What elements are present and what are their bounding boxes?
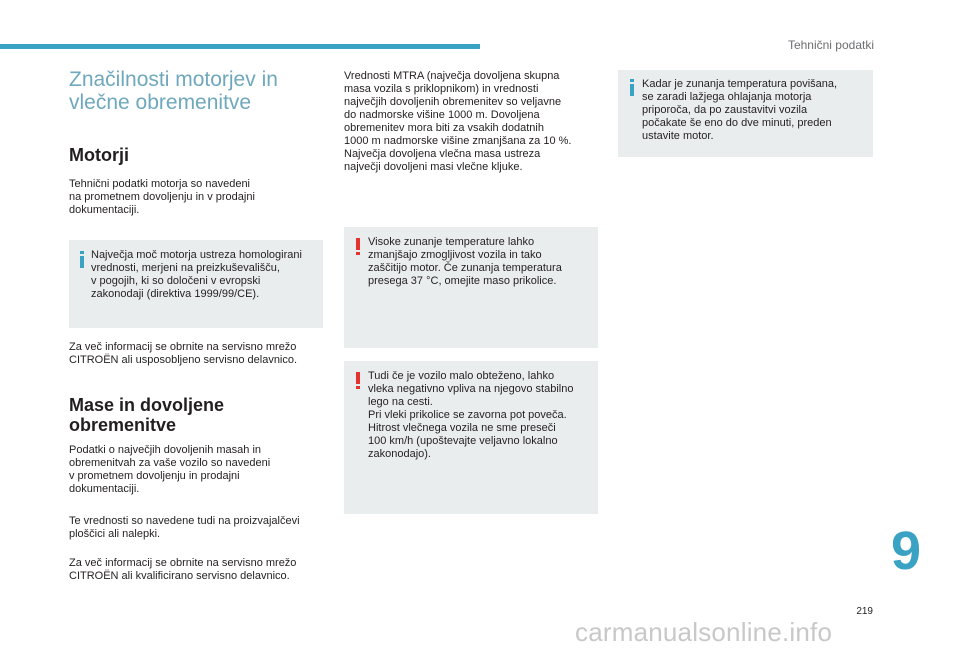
engines-paragraph: Tehnični podatki motorja so navedeni na prometnem dovoljenju in v prodajni dokumentaciji. <box>69 178 255 216</box>
chapter-title: Tehnični podatki <box>787 38 874 52</box>
header-accent-bar <box>0 44 480 49</box>
cooling-info-text: Kadar je zunanja temperatura povišana, se zaradi lažjega ohlajanja motorja priporoča, da po zaustavitvi vozila počakate še eno do dve minuti, preden ustavite motor. <box>642 78 838 142</box>
masses-paragraph-3: Za več informacij se obrnite na servisno mrežo CITROËN ali kvalificirano servisno delavnico. <box>69 557 297 582</box>
watermark: carmanualsonline.info <box>575 617 833 647</box>
masses-heading: Mase in dovoljene obremenitve <box>69 395 225 435</box>
stability-warning-text: Tudi če je vozilo malo obteženo, lahko vleka negativno vpliva na njegovo stabilno lego na cesti. Pri vleki prikolice se zavorna pot poveča. Hitrost vlečnega vozila ne sme preseči 100 km/h (upoštevajte veljavno lokalno zakonodajo). <box>368 370 574 460</box>
engine-power-info-box <box>69 240 323 328</box>
engines-heading: Motorji <box>69 145 129 165</box>
mtra-paragraph: Vrednosti MTRA (največja dovoljena skupna masa vozila s priklopnikom) in vrednosti največjih dovoljenih obremenitev so veljavne do nadmorske višine 1000 m. Dovoljena obremenitev mora biti za vsakih dodatnih 1000 m nadmorske višine zmanjšana za 10 %. Največja dovoljena vlečna masa ustreza največji dovoljeni masi vlečne kljuke. <box>344 70 572 173</box>
chapter-number: 9 <box>891 521 922 581</box>
stability-warning-box <box>344 361 598 514</box>
masses-paragraph-1: Podatki o največjih dovoljenih masah in obremenitvah za vaše vozilo so navedeni v prometnem dovoljenju in prodajni dokumentaciji. <box>69 444 271 495</box>
engines-service-paragraph: Za več informacij se obrnite na servisno mrežo CITROËN ali usposobljeno servisno delavnico. <box>69 341 298 366</box>
temperature-warning-text: Visoke zunanje temperature lahko zmanjšajo zmogljivost vozila in tako zaščitijo motor. Če zunanja temperatura presega 37 °C, omejite maso prikolice. <box>368 236 562 287</box>
cooling-info-box <box>618 70 873 157</box>
section-title: Značilnosti motorjev in vlečne obremenitve <box>69 68 278 114</box>
masses-paragraph-2: Te vrednosti so navedene tudi na proizvajalčevi ploščici ali nalepki. <box>69 515 300 540</box>
temperature-warning-box <box>344 227 598 348</box>
page-number: 219 <box>856 606 873 617</box>
engine-power-info-text: Največja moč motorja ustreza homologirani vrednosti, merjeni na preizkuševališču, v pogojih, ki so določeni v evropski zakonodaji (direktiva 1999/99/CE). <box>91 249 302 300</box>
